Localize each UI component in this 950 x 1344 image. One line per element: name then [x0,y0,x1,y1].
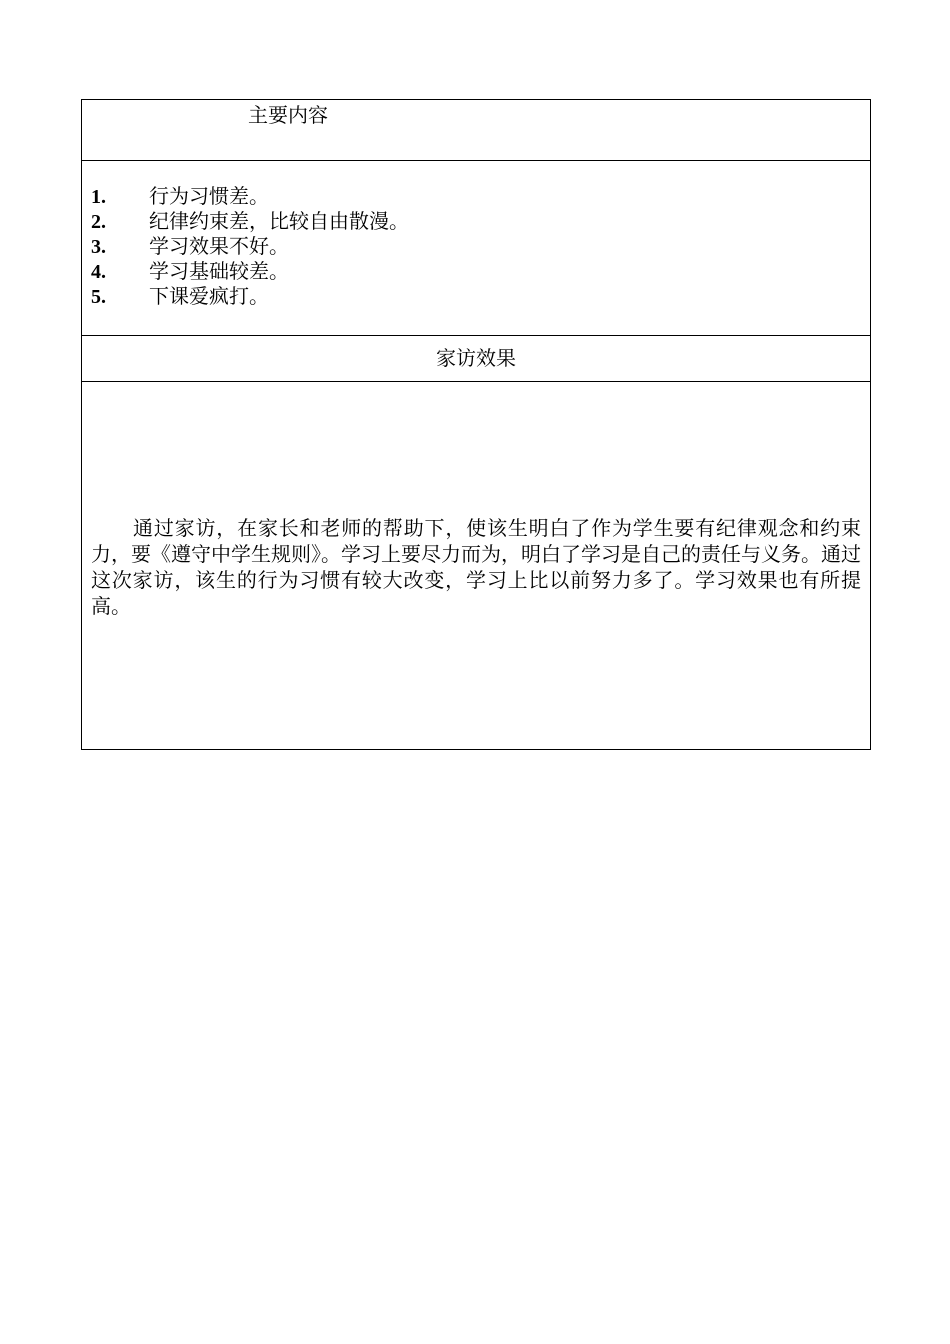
list-item [91,284,409,309]
list-item [91,259,409,284]
list-item-text: 纪律约束差，比较自由散漫。 [149,209,409,233]
list-item [91,234,409,259]
content-title-row [82,100,870,160]
content-title: 主要内容 [248,103,328,127]
list-item-number: 5. [91,286,106,308]
home-visit-table [81,99,871,750]
effect-body-row [82,381,870,749]
list-item-text: 学习基础较差。 [149,259,289,283]
list-item-number: 3. [91,236,106,258]
list-item-number: 2. [91,211,106,233]
list-item-text: 学习效果不好。 [149,234,289,258]
list-item-text: 下课爱疯打。 [149,284,269,308]
list-item-number: 4. [91,261,106,283]
effect-title-row [82,335,870,381]
list-item-number: 1. [91,186,106,208]
list-item [91,184,409,209]
issue-list-row [82,160,870,335]
list-item-text: 行为习惯差。 [149,184,269,208]
effect-title: 家访效果 [436,346,516,370]
issue-list [91,184,409,309]
list-item [91,209,409,234]
effect-paragraph: 通过家访，在家长和老师的帮助下，使该生明白了作为学生要有纪律观念和约束力，要《遵守中学生规则》。学习上要尽力而为，明白了学习是自己的责任与义务。通过这次家访，该生的行为习惯有较大改变，学习上比以前努力多了。学习效果也有所提高。 [91,516,861,618]
